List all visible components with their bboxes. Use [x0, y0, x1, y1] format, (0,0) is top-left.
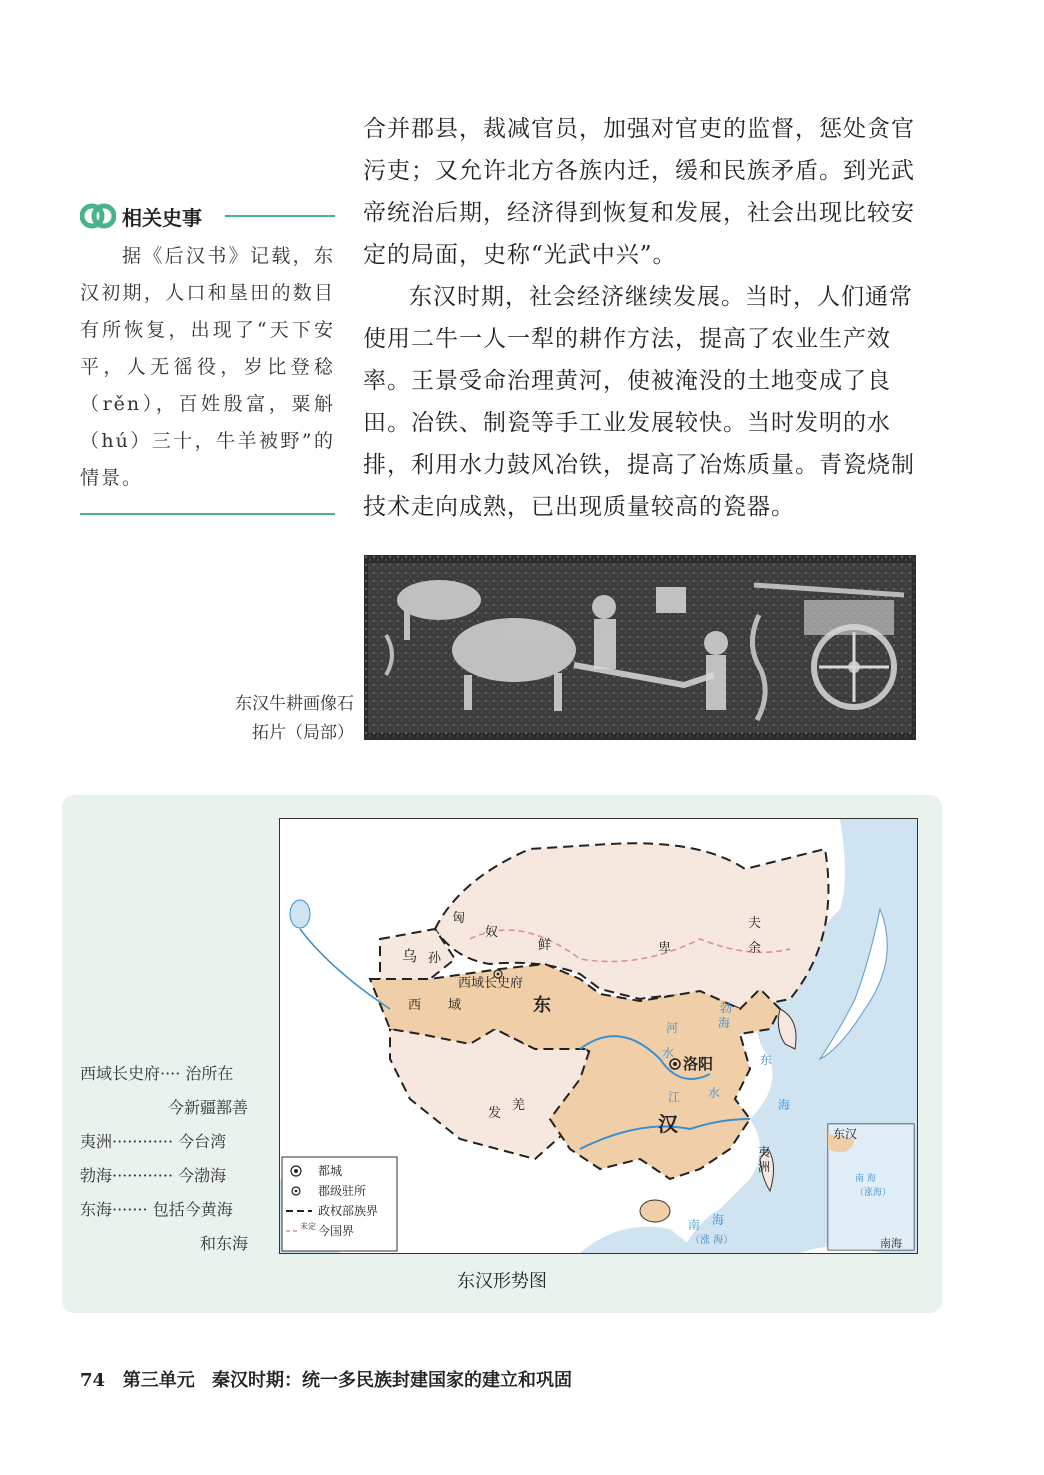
sidebar-text: 据《后汉书》记载，东汉初期，人口和垦田的数目有所恢复，出现了“天下安平，人无徭役，岁比登稔（rěn），百姓殷富，粟斛（hú）三十，牛羊被野”的情景。 — [80, 245, 335, 489]
legend-modern: 今国界 — [318, 1224, 355, 1238]
note-donghai: 东海······· 包括今黄海 — [80, 1200, 233, 1219]
map-panel — [62, 795, 942, 1313]
legend-boundary: 政权部族界 — [318, 1204, 379, 1218]
label-he-2: 水 — [662, 1046, 675, 1060]
label-inset-bottom: 南海 — [880, 1237, 902, 1250]
note-changshifu: 西域长史府···· 治所在 — [80, 1064, 234, 1083]
label-xianbei-2: 卑 — [658, 941, 672, 956]
legend-commandery: 郡级驻所 — [318, 1184, 367, 1198]
map-caption: 东汉形势图 — [457, 1271, 547, 1292]
sidebar-body — [80, 238, 335, 497]
label-inset-nan: 南 海 — [855, 1174, 876, 1184]
main-text — [363, 108, 918, 528]
caption-line-1: 东汉牛耕画像石 — [235, 694, 354, 714]
label-bohai-2: 海 — [718, 1016, 731, 1030]
label-dong: 东 — [533, 995, 551, 1016]
label-xiongnu-1: 匈 — [452, 911, 466, 926]
label-he-1: 河 — [666, 1021, 679, 1035]
rubbing-caption — [200, 690, 354, 748]
label-nanhai-1: 南 — [688, 1218, 701, 1232]
paragraph-2: 东汉时期，社会经济继续发展。当时，人们通常使用二牛一人一犁的耕作方法，提高了农业生产效率。王景受命治理黄河，使被淹没的土地变成了良田。冶铁、制瓷等手工业发展较快。当时发明的水排，利用水力鼓风冶铁，提高了冶炼质量。青瓷烧制技术走向成熟，已出现质量较高的瓷器。 — [363, 284, 915, 520]
label-han: 汉 — [658, 1112, 678, 1136]
sidebar-title — [80, 196, 335, 236]
note-yizhou: 夷洲············ 今台湾 — [80, 1132, 227, 1151]
unit-label: 第三单元 — [122, 1370, 195, 1391]
label-yizhou-2: 洲 — [758, 1160, 771, 1174]
label-luoyang: 洛阳 — [683, 1055, 714, 1073]
label-bohai-1: 勃 — [720, 1001, 733, 1015]
label-inset-sub: （涨海） — [855, 1188, 892, 1198]
note-bohai: 勃海············ 今渤海 — [80, 1166, 227, 1185]
legend-capital: 都城 — [318, 1164, 343, 1178]
label-faqiang-2: 羌 — [512, 1098, 526, 1113]
sidebar-heading: 相关史事 — [122, 206, 202, 230]
note-donghai-2: 和东海 — [199, 1234, 248, 1253]
ox-plowing-rubbing-image — [364, 555, 916, 740]
eastern-han-map — [279, 818, 918, 1254]
label-jiang-1: 江 — [668, 1090, 681, 1104]
label-wusun-2: 孙 — [428, 951, 442, 966]
label-xiongnu-2: 奴 — [485, 925, 499, 940]
paragraph-1: 合并郡县，裁减官员，加强对官吏的监督，惩处贪官污吏；又允许北方各族内迁，缓和民族矛盾。到光武帝统治后期，经济得到恢复和发展，社会出现比较安定的局面，史称“光武中兴”。 — [363, 116, 915, 268]
label-donghai-2: 海 — [778, 1098, 791, 1112]
label-inset-title: 东汉 — [833, 1127, 858, 1141]
page-footer — [80, 1366, 572, 1392]
legend-undetermined: 未定 — [300, 1222, 316, 1231]
label-fuyu-2: 余 — [748, 941, 762, 956]
label-nanhai-sub: （涨 海） — [690, 1235, 734, 1246]
sidebar-rule — [225, 215, 335, 217]
label-yizhou-1: 夷 — [758, 1145, 771, 1159]
label-nanhai-2: 海 — [712, 1213, 725, 1227]
label-jiang-2: 水 — [708, 1086, 721, 1100]
label-fuyu-1: 夫 — [748, 916, 762, 931]
unit-title: 秦汉时期：统一多民族封建国家的建立和巩固 — [211, 1370, 572, 1391]
label-changshifu: 西域长史府 — [458, 976, 524, 991]
caption-line-2: 拓片（局部） — [252, 723, 354, 743]
label-xiyu-1: 西 — [408, 998, 422, 1013]
label-xiyu-2: 域 — [448, 998, 462, 1013]
map-notes — [80, 1057, 248, 1261]
label-donghai-1: 东 — [760, 1053, 773, 1067]
page-number: 74 — [80, 1370, 106, 1391]
label-xianbei-1: 鲜 — [538, 938, 552, 953]
label-wusun-1: 乌 — [402, 947, 418, 965]
label-faqiang-1: 发 — [488, 1106, 502, 1121]
related-history-icon — [80, 198, 116, 234]
note-changshifu-2: 今新疆鄯善 — [167, 1098, 248, 1117]
sidebar-divider — [80, 513, 335, 515]
